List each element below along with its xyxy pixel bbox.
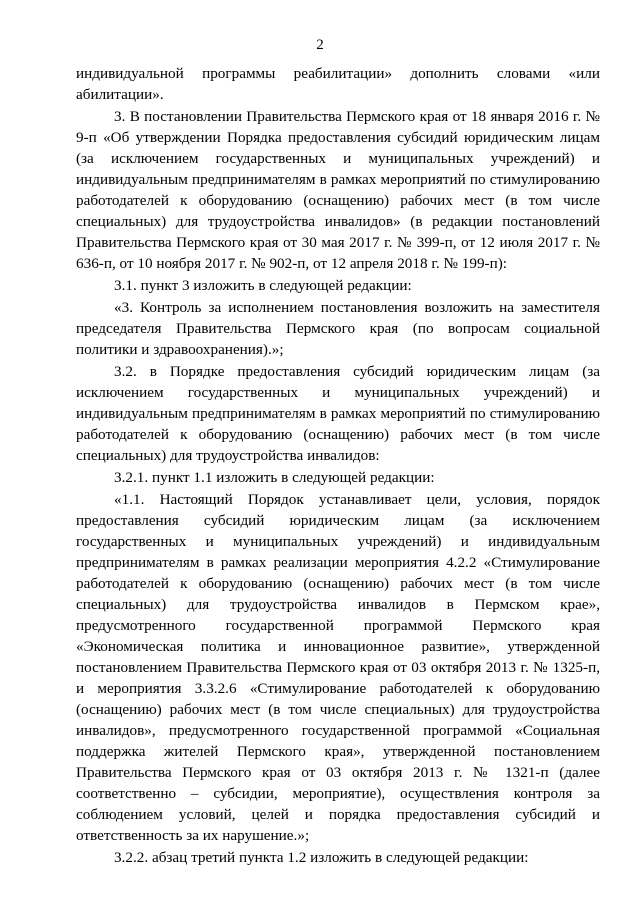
paragraph-1-1-text: «1.1. Настоящий Порядок устанавливает цели, условия, порядок предоставления субсидий юридическим лицам (за исключением государственных и муниципальных учреждений) и индивидуальным предпринимателям в рамках реализации мероприятия 4.2.2 «Стимулирование работодателей к оборудованию (оснащению) рабочих мест (в том числе специальных) для трудоустройства инвалидов в Пермском крае», предусмотренного государственной программой Пермского края «Экономическая политика и инновационное развитие», утвержденной постановлением Правительства Пермского края от 03 октября 2013 г. № 1325-п, и мероприятия 3.3.2.6 «Стимулирование работодателей к оборудованию (оснащению) рабочих мест (в том числе специальных) для трудоустройства инвалидов», предусмотренного государственной программой «Социальная поддержка жителей Пермского края», утвержденной постановлением Правительства Пермского края от 03 октября 2013 г. № 1321-п (далее соответственно – субсидии, мероприятие), осуществления контроля за соблюдением условий, целей и порядка предоставления субсидий и ответственность за их нарушение.»; xyxy=(76,491,600,844)
paragraph-3-1-text: «3. Контроль за исполнением постановления возложить на заместителя председателя Правительства Пермского края (по вопросам социальной политики и здравоохранения).»; xyxy=(76,299,600,358)
paragraph-continuation: индивидуальной программы реабилитации» дополнить словами «или абилитации». xyxy=(76,65,600,103)
paragraph-3-2-2: 3.2.2. абзац третий пункта 1.2 изложить в следующей редакции: xyxy=(114,849,529,866)
paragraph-3-2-1: 3.2.1. пункт 1.1 изложить в следующей редакции: xyxy=(114,469,435,486)
paragraph-3-2: 3.2. в Порядке предоставления субсидий юридическим лицам (за исключением государственных и муниципальных учреждений) и индивидуальным предпринимателям в рамках мероприятий по стимулированию работодателей к оборудованию (оснащению) рабочих мест (в том числе специальных) для трудоустройства инвалидов: xyxy=(76,363,600,464)
document-body xyxy=(76,63,600,868)
page-number: 2 xyxy=(316,37,324,53)
paragraph-3-1: 3.1. пункт 3 изложить в следующей редакции: xyxy=(114,277,412,294)
paragraph-section-3: 3. В постановлении Правительства Пермского края от 18 января 2016 г. № 9-п «Об утверждении Порядка предоставления субсидий юридическим лицам (за исключением государственных и муниципальных учреждений) и индивидуальным предпринимателям в рамках мероприятий по стимулированию работодателей к оборудованию (оснащению) рабочих мест (в том числе специальных) для трудоустройства инвалидов» (в редакции постановлений Правительства Пермского края от 30 мая 2017 г. № 399-п, от 12 июля 2017 г. № 636-п, от 10 ноября 2017 г. № 902-п, от 12 апреля 2018 г. № 199-п): xyxy=(76,108,600,272)
